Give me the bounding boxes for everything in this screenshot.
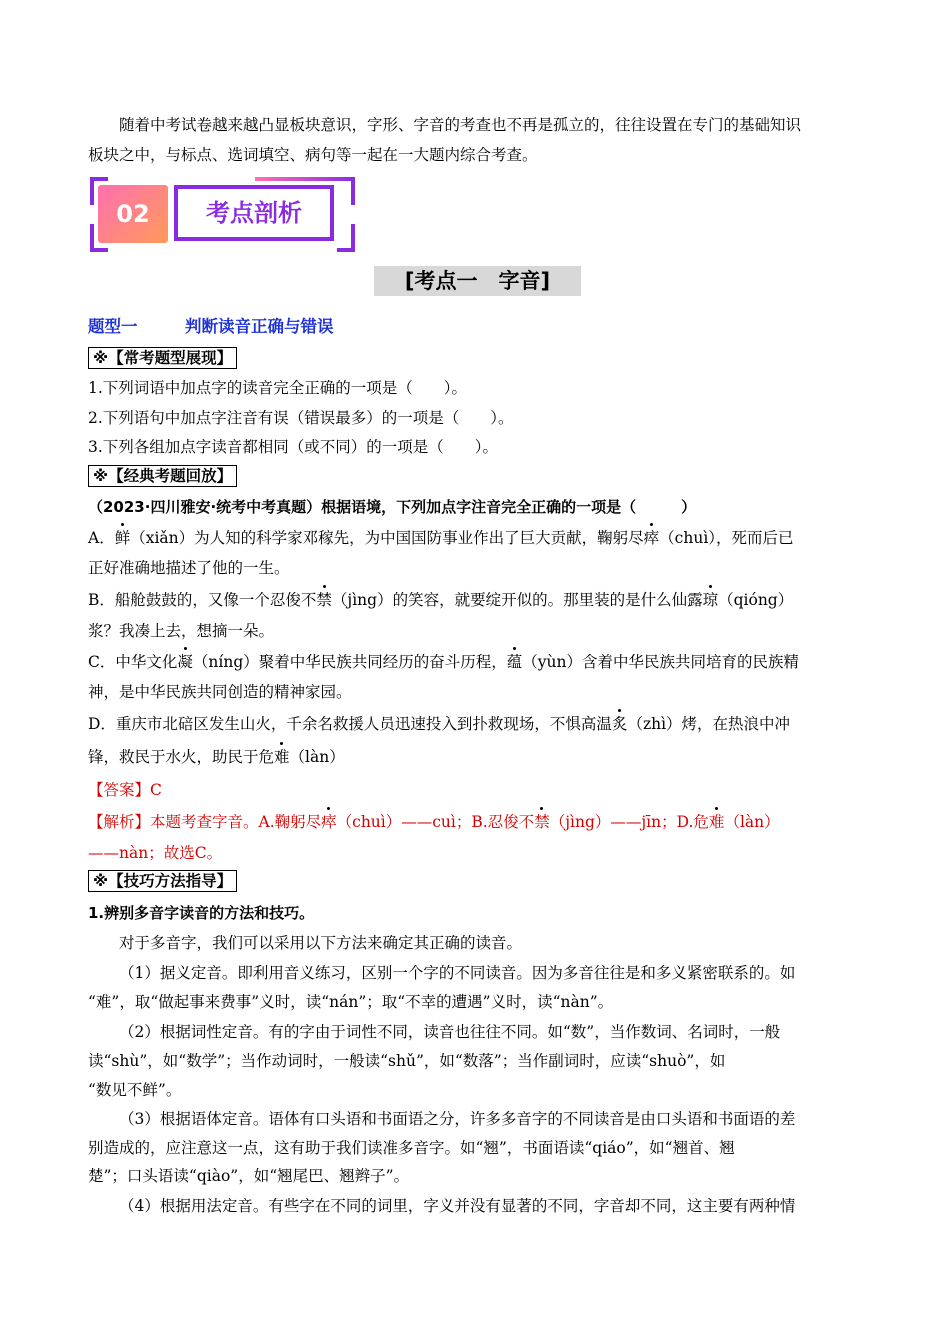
classic-question: （2023·四川雅安·统考中考真题）根据语境，下列加点字注音完全正确的一项是（ ） — [88, 498, 697, 516]
common-types-header: ※【常考题型展现】 — [88, 347, 237, 369]
banner-number: 02 — [98, 185, 168, 243]
question-type-label: 题型一 — [88, 317, 138, 336]
method-line-2: （1）据义定音。即利用音义练习，区别一个字的不同读音。因为多音往往是和多义紧密联系的。如 — [119, 964, 796, 982]
analysis-line-1: 【解析】本题考查字音。A.鞠躬尽瘁（chuì）——cuì；B.忍俊不禁（jìng）——jīn；D.危难（làn） — [88, 813, 780, 831]
section-title: [考点一 字音] — [374, 266, 581, 296]
section-banner — [90, 177, 355, 252]
option-a-line-2: 正好准确地描述了他的一生。 — [88, 559, 290, 577]
method-line-4: （2）根据词性定音。有的字由于词性不同，读音也往往不同。如“数”，当作数词、名词时，一般 — [119, 1023, 781, 1041]
question-type-title: 判断读音正确与错误 — [185, 317, 334, 336]
method-line-10: （4）根据用法定音。有些字在不同的词里，字义并没有显著的不同，字音却不同，这主要有两种情 — [119, 1197, 796, 1215]
method-line-7: （3）根据语体定音。语体有口头语和书面语之分，许多多音字的不同读音是由口头语和书面语的差 — [119, 1110, 796, 1128]
method-header: ※【技巧方法指导】 — [88, 870, 237, 892]
option-b-line-2: 浆？我凑上去，想摘一朵。 — [88, 622, 275, 640]
method-title: 1.辨别多音字读音的方法和技巧。 — [88, 904, 315, 922]
common-type-item-2: 2.下列语句中加点字注音有误（错误最多）的一项是（ ）。 — [88, 409, 514, 427]
method-line-5: 读“shù”，如“数学”；当作动词时，一般读“shǔ”，如“数落”；当作副词时，应读“shuò”，如 — [88, 1052, 726, 1070]
analysis-line-2: ——nàn；故选C。 — [88, 844, 223, 862]
option-b-line-1: B．船舱鼓鼓的，又像一个忍俊不禁（jìng）的笑容，就要绽开似的。那里装的是什么仙露琼（qióng） — [88, 591, 794, 609]
method-line-3: “难”，取“做起事来费事”义时，读“nán”；取“不幸的遭遇”义时，读“nàn”。 — [88, 993, 614, 1011]
method-line-6: “数见不鲜”。 — [88, 1081, 182, 1099]
method-line-9: 楚”；口头语读“qiào”，如“翘尾巴、翘辫子”。 — [88, 1167, 410, 1185]
option-a-line-1: A．鲜（xiǎn）为人知的科学家邓稼先，为中国国防事业作出了巨大贡献，鞠躬尽瘁（chuì），死而后已 — [88, 529, 794, 547]
question-type-heading — [88, 316, 334, 338]
banner-title: 考点剖析 — [174, 185, 334, 241]
common-type-item-1: 1.下列词语中加点字的读音完全正确的一项是（ ）。 — [88, 379, 468, 397]
common-type-item-3: 3.下列各组加点字读音都相同（或不同）的一项是（ ）。 — [88, 438, 499, 456]
method-line-8: 别造成的，应注意这一点，这有助于我们读准多音字。如“翘”，书面语读“qiáo”，如“翘首、翘 — [88, 1139, 735, 1157]
option-d-line-1: D．重庆市北碚区发生山火，千余名救援人员迅速投入到扑救现场，不惧高温炙（zhì）烤，在热浪中冲 — [88, 715, 791, 733]
answer: 【答案】C — [88, 781, 162, 799]
intro-line-1: 随着中考试卷越来越凸显板块意识，字形、字音的考查也不再是孤立的，往往设置在专门的基础知识 — [119, 116, 802, 134]
classic-header: ※【经典考题回放】 — [88, 465, 237, 487]
option-c-line-2: 神，是中华民族共同创造的精神家园。 — [88, 683, 352, 701]
option-c-line-1: C．中华文化凝（níng）聚着中华民族共同经历的奋斗历程，蕴（yùn）含着中华民族共同培育的民族精 — [88, 653, 799, 671]
intro-line-2: 板块之中，与标点、选词填空、病句等一起在一大题内综合考查。 — [88, 146, 538, 164]
option-d-line-2: 锋，救民于水火，助民于危难（làn） — [88, 748, 345, 766]
method-line-1: 对于多音字，我们可以采用以下方法来确定其正确的读音。 — [119, 934, 523, 952]
